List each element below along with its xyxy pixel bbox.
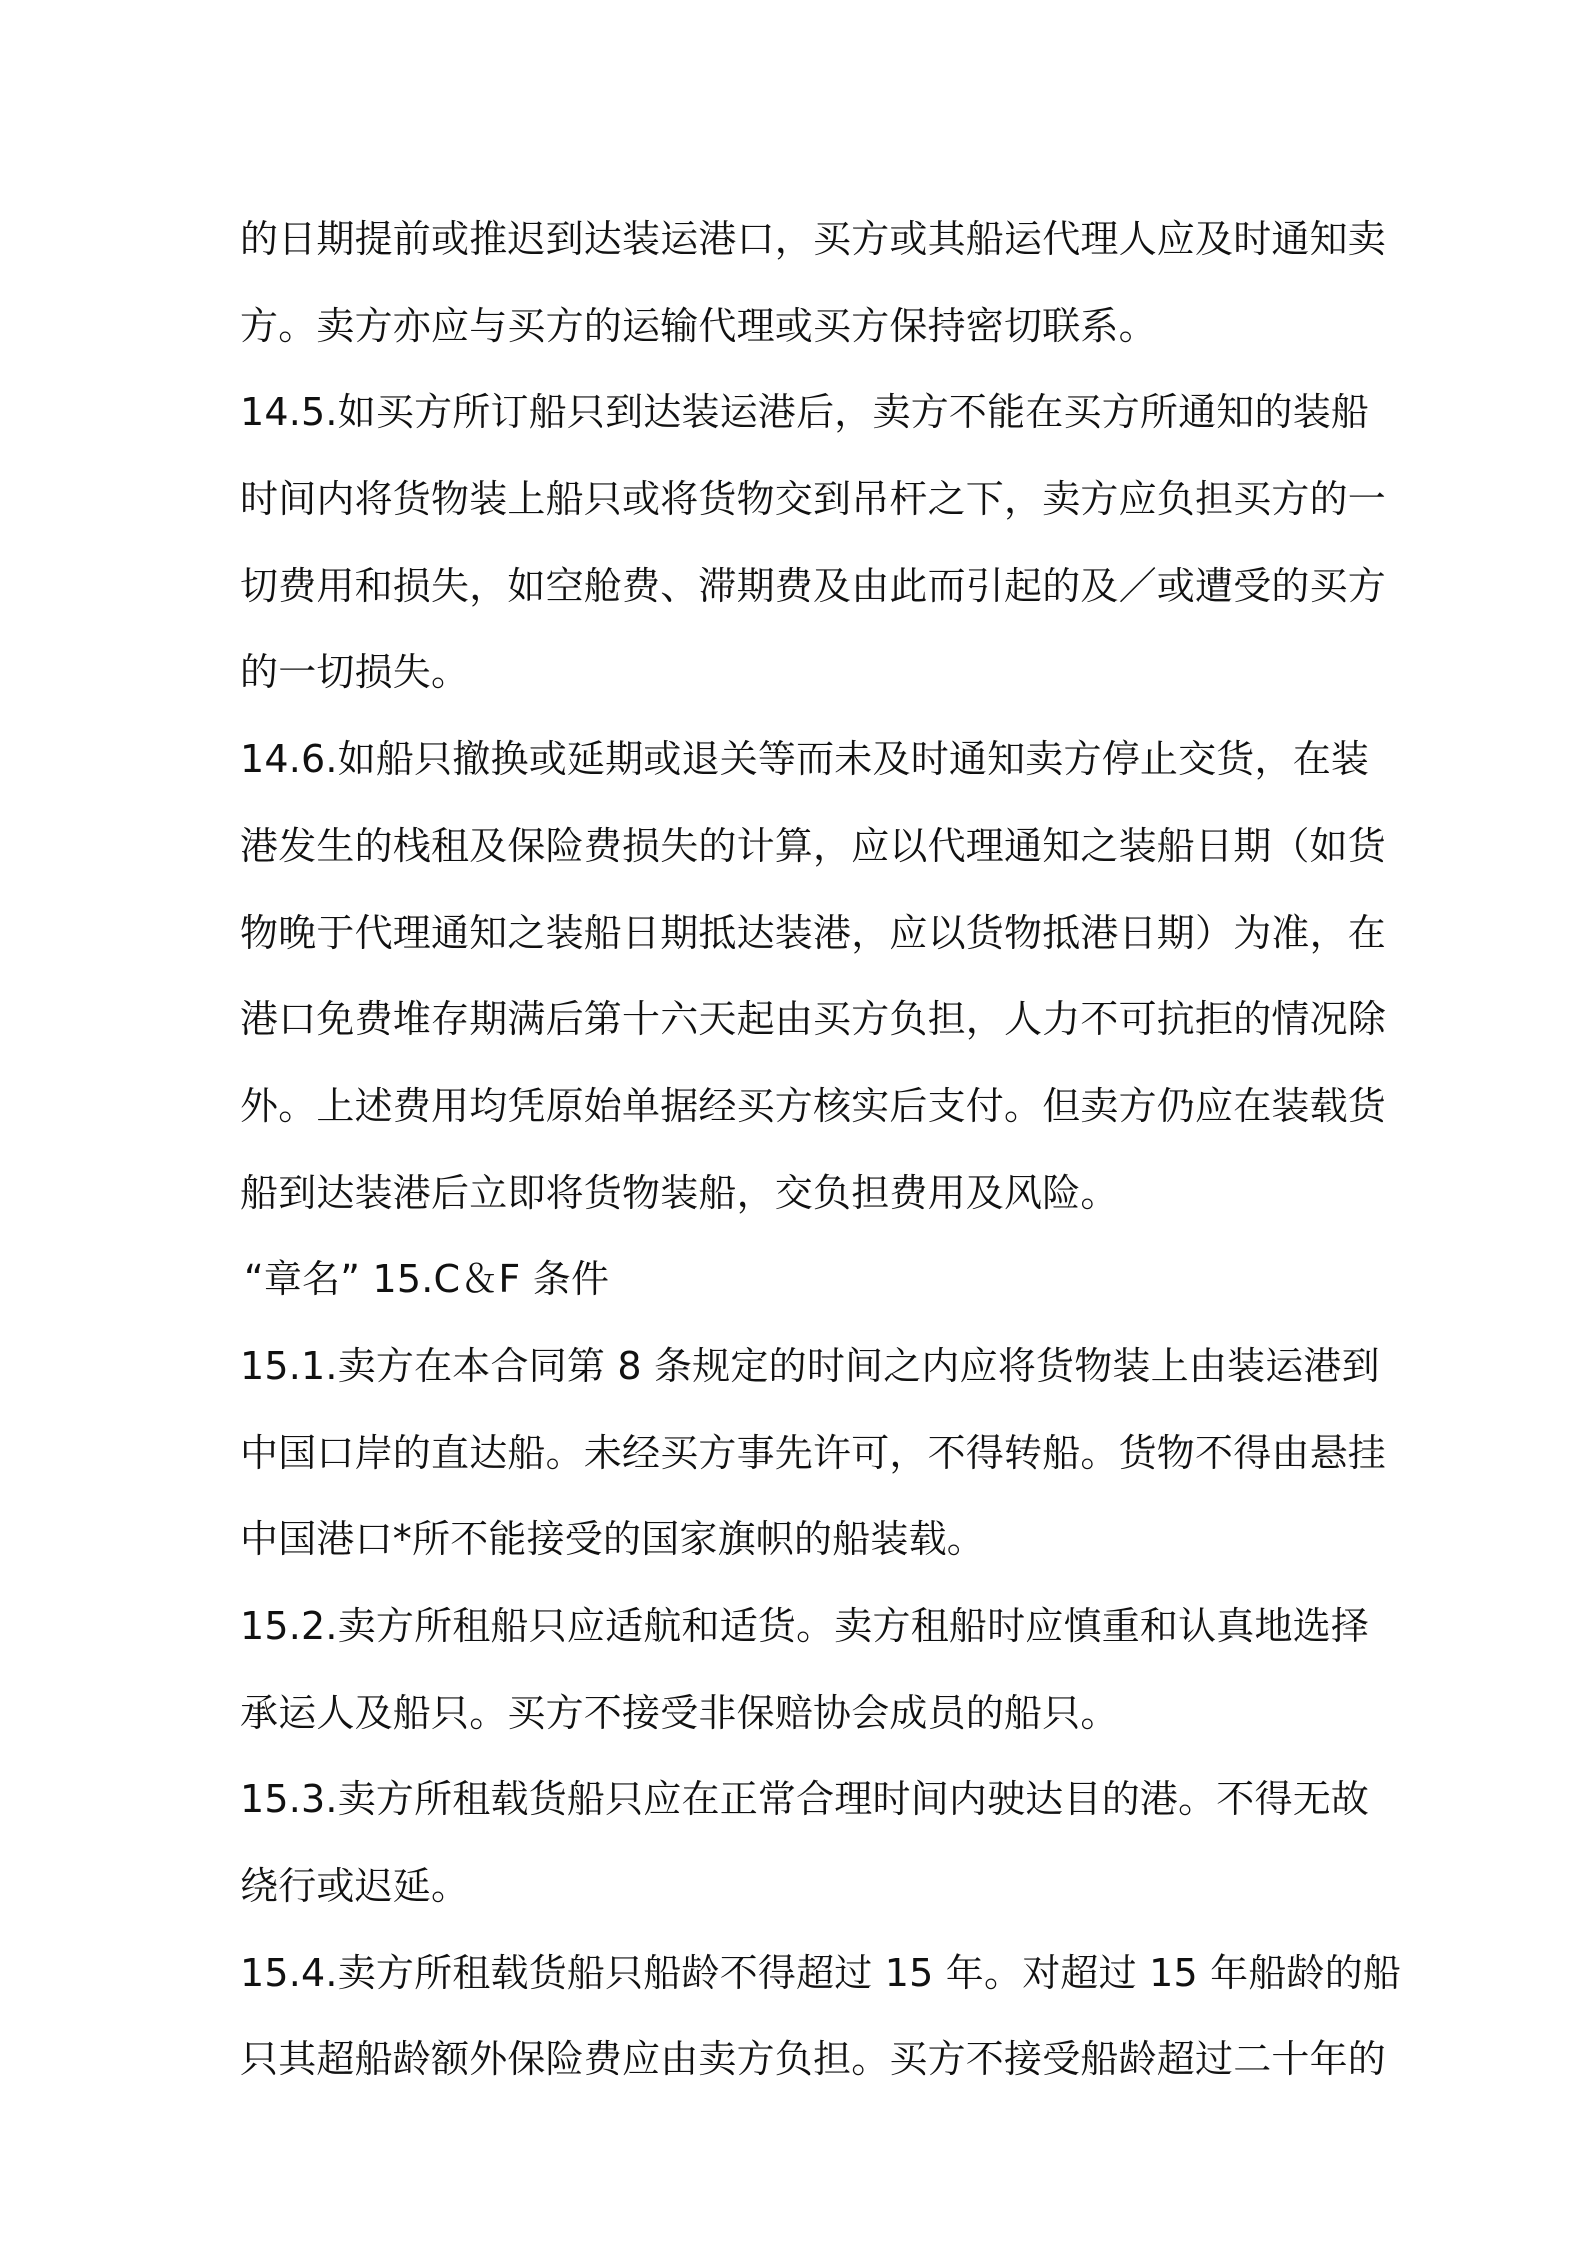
clause-14-5: 14.5.如买方所订船只到达装运港后，卖方不能在买方所通知的装船 [240,390,1370,435]
text-line: 时间内将货物装上船只或将货物交到吊杆之下，卖方应负担买方的一 [240,477,1387,522]
text-line: 中国口岸的直达船。未经买方事先许可，不得转船。货物不得由悬挂 [240,1430,1387,1475]
clause-14-6: 14.6.如船只撤换或延期或退关等而未及时通知卖方停止交货，在装 [240,737,1370,782]
clause-15-2: 15.2.卖方所租船只应适航和适货。卖方租船时应慎重和认真地选择 [240,1604,1370,1648]
text-line: 承运人及船只。买方不接受非保赔协会成员的船只。 [240,1690,1119,1735]
text-line: 的日期提前或推迟到达装运港口，买方或其船运代理人应及时通知卖 [240,217,1387,261]
clause-15-4: 15.4.卖方所租载货船只船龄不得超过 15 年。对超过 15 年船龄的船 [240,1950,1402,1995]
text-line: 方。卖方亦应与买方的运输代理或买方保持密切联系。 [240,303,1157,348]
text-line: 港口免费堆存期满后第十六天起由买方负担，人力不可抗拒的情况除 [240,997,1387,1042]
text-line: 只其超船龄额外保险费应由卖方负担。买方不接受船龄超过二十年的 [240,2037,1387,2082]
text-line: 切费用和损失，如空舱费、滞期费及由此而引起的及／或遭受的买方 [240,563,1387,608]
text-line: 的一切损失。 [240,650,470,695]
text-line: 船到达装港后立即将货物装船，交负担费用及风险。 [240,1170,1119,1215]
clause-15-1: 15.1.卖方在本合同第 8 条规定的时间之内应将货物装上由装运港到 [240,1343,1380,1388]
text-line: 绕行或迟延。 [240,1864,470,1909]
clause-15-3: 15.3.卖方所租载货船只应在正常合理时间内驶达目的港。不得无故 [240,1777,1370,1822]
text-line: 中国港口*所不能接受的国家旗帜的船装载。 [240,1517,986,1562]
text-line: 物晚于代理通知之装船日期抵达装港，应以货物抵港日期）为准，在 [240,910,1387,955]
document-body [240,196,1402,2103]
text-line: 外。上述费用均凭原始单据经买方核实后支付。但卖方仍应在装载货 [240,1083,1387,1128]
text-line: 港发生的栈租及保险费损失的计算，应以代理通知之装船日期（如货 [240,823,1387,868]
section-heading: “章名” 15.C＆F 条件 [244,1257,610,1302]
